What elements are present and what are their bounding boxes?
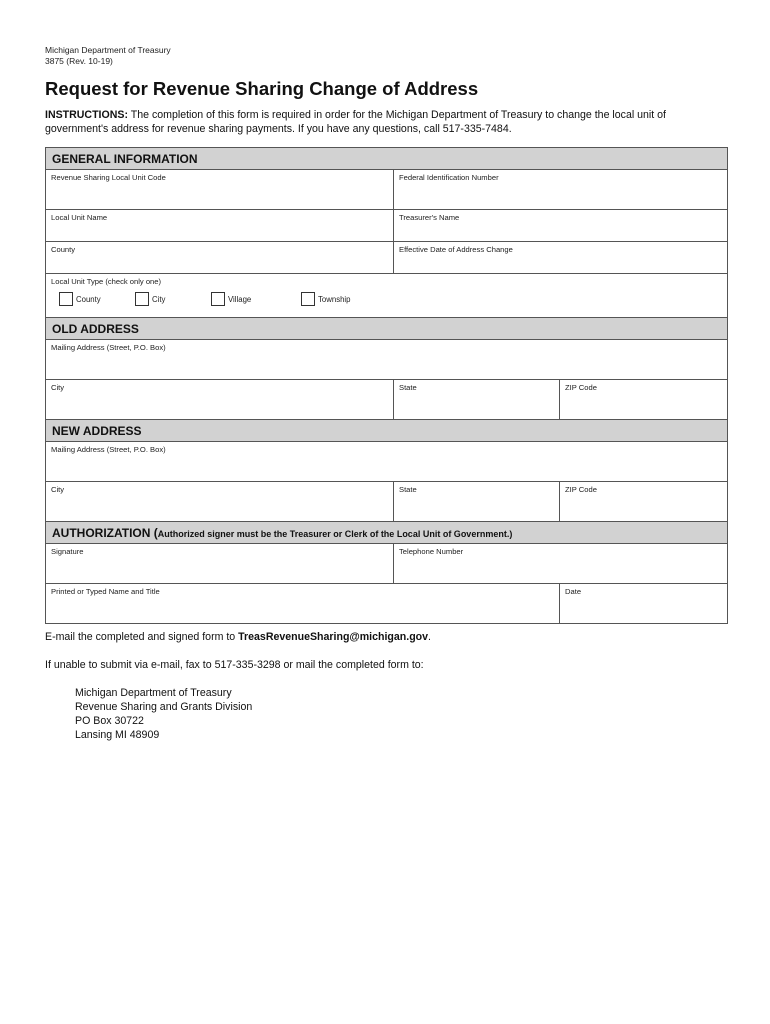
form-table	[45, 147, 728, 624]
county-label: County	[51, 245, 76, 254]
old-city-label: City	[51, 383, 65, 392]
section-general-information: GENERAL INFORMATION	[46, 148, 727, 170]
telephone-label: Telephone Number	[399, 547, 464, 556]
checkbox-city[interactable]	[135, 292, 165, 306]
mailing-address-block	[75, 686, 252, 742]
printed-name-field[interactable]	[46, 584, 559, 623]
local-unit-type-group	[46, 274, 727, 317]
checkbox-county-label: County	[76, 294, 101, 304]
page-title: Request for Revenue Sharing Change of Address	[45, 78, 479, 99]
new-mailing-address-label: Mailing Address (Street, P.O. Box)	[51, 445, 166, 454]
email-instructions	[45, 631, 431, 643]
checkbox-box[interactable]	[211, 292, 225, 306]
old-state-label: State	[399, 383, 417, 392]
instructions-text: The completion of this form is required in order for the Michigan Department of Treasury to change the local unit of government's address for revenue sharing payments. If you have any questions, call 517-335-7484.	[45, 109, 667, 135]
effective-date-field[interactable]	[393, 242, 727, 273]
checkbox-city-label: City	[152, 294, 166, 304]
checkbox-box[interactable]	[135, 292, 149, 306]
mail-line: Lansing MI 48909	[75, 729, 160, 741]
instructions	[45, 108, 730, 136]
checkbox-township[interactable]	[301, 292, 351, 306]
old-zip-label: ZIP Code	[565, 383, 597, 392]
new-state-field[interactable]	[393, 482, 559, 521]
authorization-heading: AUTHORIZATION (	[52, 526, 158, 540]
email-prefix: E-mail the completed and signed form to	[45, 631, 239, 643]
federal-id-field[interactable]	[393, 170, 727, 209]
old-state-field[interactable]	[393, 380, 559, 419]
checkbox-box[interactable]	[301, 292, 315, 306]
mail-line: Michigan Department of Treasury	[75, 687, 232, 699]
new-state-label: State	[399, 485, 417, 494]
mail-line: PO Box 30722	[75, 715, 144, 727]
old-city-field[interactable]	[46, 380, 393, 419]
effective-date-label: Effective Date of Address Change	[399, 245, 513, 254]
email-suffix: .	[428, 631, 431, 643]
instructions-label: INSTRUCTIONS:	[45, 109, 128, 121]
section-authorization	[46, 522, 727, 544]
section-new-address: NEW ADDRESS	[46, 420, 727, 442]
form-header-agency	[45, 45, 171, 67]
email-address-link[interactable]: TreasRevenueSharing@michigan.gov	[238, 631, 429, 643]
treasurer-name-label: Treasurer's Name	[399, 213, 460, 222]
new-zip-label: ZIP Code	[565, 485, 597, 494]
mail-line: Revenue Sharing and Grants Division	[75, 701, 253, 713]
new-city-field[interactable]	[46, 482, 393, 521]
old-mailing-address-field[interactable]	[46, 340, 727, 379]
local-unit-code-label: Revenue Sharing Local Unit Code	[51, 173, 166, 182]
checkbox-village-label: Village	[228, 294, 252, 304]
printed-name-label: Printed or Typed Name and Title	[51, 587, 160, 596]
old-mailing-address-label: Mailing Address (Street, P.O. Box)	[51, 343, 166, 352]
date-label: Date	[565, 587, 582, 596]
signature-field[interactable]	[46, 544, 393, 583]
authorization-subheading: Authorized signer must be the Treasurer or Clerk of the Local Unit of Government.)	[157, 529, 513, 539]
checkbox-village[interactable]	[211, 292, 251, 306]
signature-label: Signature	[51, 547, 84, 556]
checkbox-township-label: Township	[318, 294, 351, 304]
telephone-field[interactable]	[393, 544, 727, 583]
new-city-label: City	[51, 485, 65, 494]
agency-name: Michigan Department of Treasury	[45, 45, 171, 55]
local-unit-name-label: Local Unit Name	[51, 213, 108, 222]
checkbox-county[interactable]	[59, 292, 101, 306]
county-field[interactable]	[46, 242, 393, 273]
new-mailing-address-field[interactable]	[46, 442, 727, 481]
federal-id-label: Federal Identification Number	[399, 173, 499, 182]
new-zip-field[interactable]	[559, 482, 727, 521]
treasurer-name-field[interactable]	[393, 210, 727, 241]
local-unit-code-field[interactable]	[46, 170, 393, 209]
date-field[interactable]	[559, 584, 727, 623]
local-unit-type-label: Local Unit Type (check only one)	[51, 277, 162, 286]
checkbox-box[interactable]	[59, 292, 73, 306]
local-unit-name-field[interactable]	[46, 210, 393, 241]
form-number: 3875 (Rev. 10-19)	[45, 56, 113, 66]
section-old-address: OLD ADDRESS	[46, 318, 727, 340]
old-zip-field[interactable]	[559, 380, 727, 419]
fax-instructions: If unable to submit via e-mail, fax to 517-335-3298 or mail the completed form to:	[45, 659, 424, 671]
